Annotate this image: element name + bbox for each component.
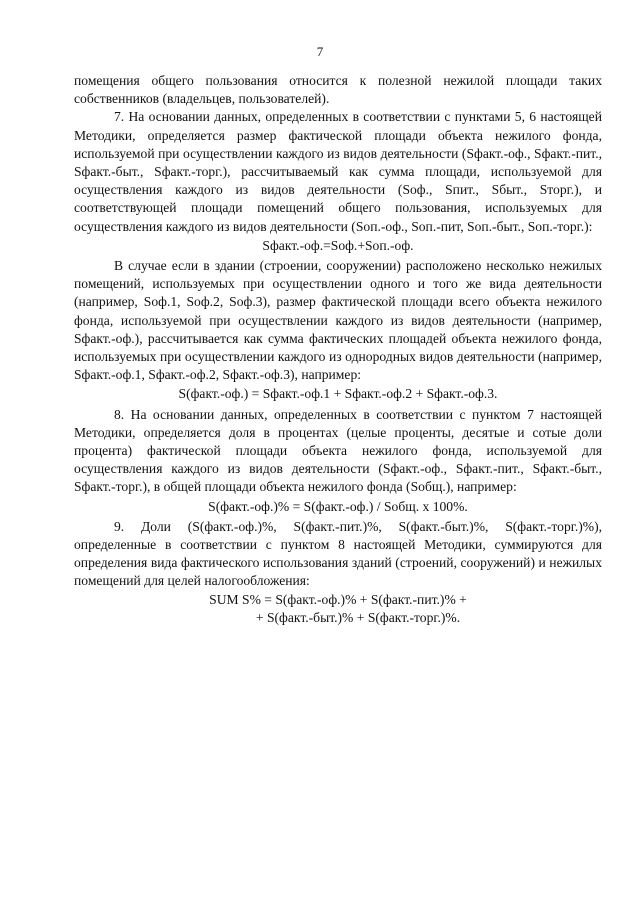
paragraph-9: 9. Доли (S(факт.-оф.)%, S(факт.-пит.)%, S(факт.-быт.)%, S(факт.-торг.)%), определенные в соответствии с пунктом 8 настоящей Методики, суммируются для определения вида фактического использования зданий (строений, сооружений) и нежилых помещений для целей налогообложения:	[74, 518, 602, 589]
formula-sum-percent-line-2: + S(факт.-быт.)% + S(факт.-торг.)%.	[255, 609, 461, 625]
formula-sum-percent-line-1: SUM S% = S(факт.-оф.)% + S(факт.-пит.)% +	[209, 591, 467, 607]
paragraph-continuation: помещения общего пользования относится к полезной нежилой площади таких собственников (владельцев, пользователей).	[74, 73, 602, 107]
formula-fact-office-area: Sфакт.-оф.=Sоф.+Sоп.-оф.	[262, 237, 414, 253]
paragraph-8: 8. На основании данных, определенных в соответствии с пунктом 7 настоящей Методики, определяется доля в процентах (целые проценты, десятые и сотые доли процента) фактической площади объекта нежилого фонда, используемой для осуществления каждого из видов деятельности (Sфакт.-оф., Sфакт.-пит., Sфакт.-быт., Sфакт.-торг.), в общей площади объекта нежилого фонда (Sобщ.), например:	[74, 406, 602, 495]
paragraph-7: 7. На основании данных, определенных в соответствии с пунктами 5, 6 настоящей Методики, определяется размер фактической площади объекта нежилого фонда, используемой при осуществлении каждого из видов деятельности (Sфакт.-оф., Sфакт.-пит., Sфакт.-быт., Sфакт.-торг.), рассчитываемый как сумма площади, используемой для осуществления каждого из видов деятельности (Sоф., Sпит., Sбыт., Sторг.), и соответствующей площади помещений общего пользования, используемых для осуществления каждого из видов деятельности (Sоп.-оф., Sоп.-пит, Sоп.-быт., Sоп.-торг.):	[74, 109, 602, 234]
formula-percent-share: S(факт.-оф.)% = S(факт.-оф.) / Sобщ. х 100%.	[208, 498, 468, 514]
formula-sum-office-areas: S(факт.-оф.) = Sфакт.-оф.1 + Sфакт.-оф.2 + Sфакт.-оф.3.	[178, 386, 498, 402]
paragraph-multiple-premises: В случае если в здании (строении, сооружении) расположено несколько нежилых помещений, используемых при осуществлении одного и того же вида деятельности (например, Sоф.1, Sоф.2, Sоф.3), размер фактической площади всего объекта нежилого фонда, используемой при осуществлении каждого из видов деятельности (например, Sфакт.-оф.), рассчитывается как сумма фактических площадей объекта нежилого фонда, используемых при осуществлении каждого из однородных видов деятельности (например, Sфакт.-оф.1, Sфакт.-оф.2, Sфакт.-оф.3), например:	[74, 258, 602, 383]
page-number: 7	[316, 44, 324, 59]
document-body	[74, 72, 602, 627]
formula-sum-percent	[74, 591, 602, 627]
